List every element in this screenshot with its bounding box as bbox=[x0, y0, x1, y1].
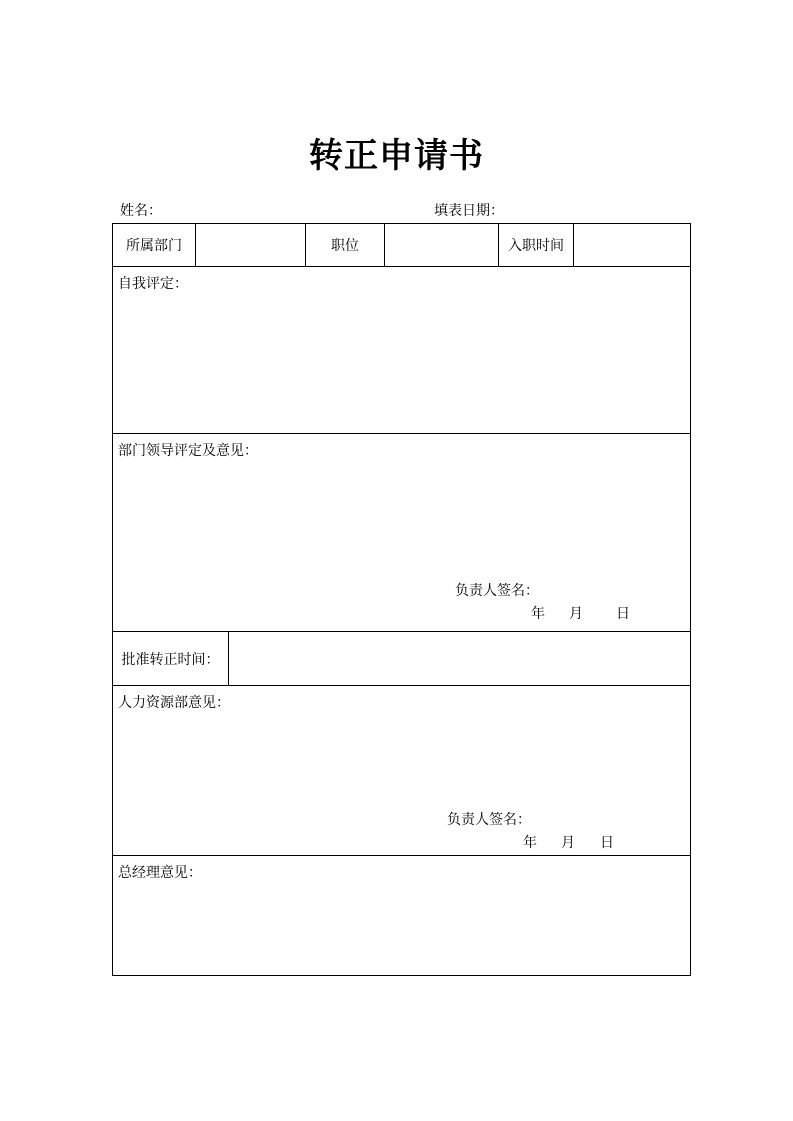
self-eval-label: 自我评定： bbox=[118, 276, 188, 292]
dept-leader-label: 部门领导评定及意见： bbox=[118, 443, 258, 459]
row-divider bbox=[112, 266, 691, 267]
gm-label: 总经理意见： bbox=[118, 865, 202, 881]
hire-date-field[interactable] bbox=[574, 224, 690, 266]
row-divider bbox=[112, 855, 691, 856]
dept-leader-field[interactable] bbox=[113, 462, 690, 572]
row-divider bbox=[112, 685, 691, 686]
position-field[interactable] bbox=[385, 224, 498, 266]
gm-field[interactable] bbox=[113, 884, 690, 974]
self-eval-field[interactable] bbox=[113, 295, 690, 433]
leader-month-label: 月 bbox=[569, 606, 583, 622]
approval-time-label: 批准转正时间： bbox=[121, 651, 220, 668]
hr-label: 人力资源部意见： bbox=[118, 695, 230, 711]
hr-day-label: 日 bbox=[600, 835, 614, 851]
dept-label: 所属部门 bbox=[126, 238, 182, 254]
hr-year-label: 年 bbox=[523, 835, 537, 851]
position-label: 职位 bbox=[331, 238, 359, 254]
hr-month-label: 月 bbox=[561, 835, 575, 851]
leader-sign-label: 负责人签名： bbox=[455, 583, 539, 599]
hr-field[interactable] bbox=[113, 714, 690, 802]
hr-sign-label: 负责人签名： bbox=[447, 812, 531, 828]
leader-day-label: 日 bbox=[616, 606, 630, 622]
fill-date-label: 填表日期： bbox=[434, 203, 504, 219]
name-label: 姓名： bbox=[120, 203, 162, 219]
hire-date-label: 入职时间 bbox=[508, 238, 564, 254]
leader-year-label: 年 bbox=[531, 606, 545, 622]
row-divider bbox=[112, 433, 691, 434]
approval-time-field[interactable] bbox=[229, 632, 690, 685]
dept-field[interactable] bbox=[196, 224, 305, 266]
form-title: 转正申请书 bbox=[309, 136, 484, 176]
